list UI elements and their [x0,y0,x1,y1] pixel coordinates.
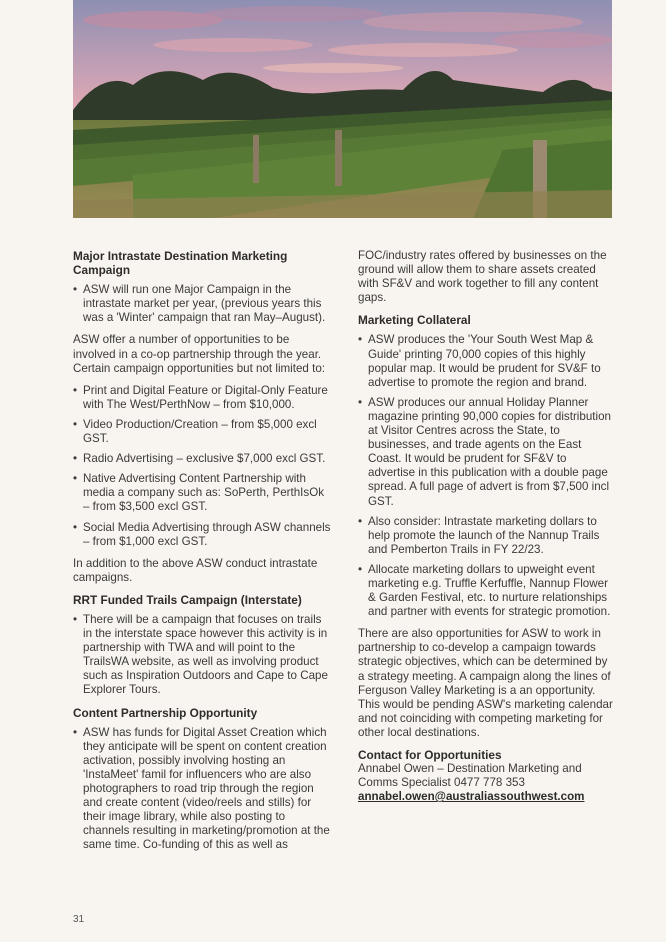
list-item: • Allocate marketing dollars to upweight event marketing e.g. Truffle Kerfuffle, Nannup Flower & Garden Festival, etc. to nurture relationships and partner with events for strategic promotion. [358,563,613,619]
list-item: • Also consider: Intrastate marketing dollars to help promote the launch of the Nannup Trails and Pemberton Trails in FY 22/23. [358,515,613,557]
list-item: • Native Advertising Content Partnership with media a company such as: SoPerth, PerthIsOk – from $3,500 excl GST. [73,472,333,514]
contact-email-link[interactable]: annabel.owen@australiassouthwest.com [358,790,585,804]
section-heading-marketing-collateral: Marketing Collateral [358,313,471,328]
list-item: • ASW will run one Major Campaign in the intrastate market per year, (previous years this was a 'Winter' campaign that ran May–August). [73,283,333,325]
list-item: • Video Production/Creation – from $5,000 excl GST. [73,418,333,446]
section-heading-intrastate: Major Intrastate Destination Marketing Campaign [73,249,288,278]
intrastate-bullets [73,283,333,325]
list-item: • Print and Digital Feature or Digital-Only Feature with The West/PerthNow – from $10,000. [73,384,333,412]
list-item: • ASW produces the 'Your South West Map & Guide' printing 70,000 copies of this highly popular map. It would be prudent for SV&F to advertise to promote the region and brand. [358,333,613,389]
contact-details: Annabel Owen – Destination Marketing and Comms Specialist 0477 778 353 [358,762,582,790]
intrastate-closing-paragraph: In addition to the above ASW conduct intrastate campaigns. [73,556,318,584]
list-item: • ASW has funds for Digital Asset Creation which they anticipate will be spent on content creation activation, possibly involving hosting an 'InstaMeet' famil for influencers who are also photographers to road trip through the region and create content (video/reels and stills) for their image library, while also posting to channels resulting in marketing/promotion at the same time. Co-funding of this as well as [73,726,333,853]
co-develop-paragraph: There are also opportunities for ASW to work in partnership to co-develop a campaign towards strategic objectives, which can be determined by a strategy meeting. A campaign along the lines of Ferguson Valley Marketing is a an opportunity. This would be pending ASW's marketing calendar and not coinciding with competing marketing for other local destinations. [358,627,613,739]
left-column [73,249,333,860]
list-item: • Social Media Advertising through ASW channels – from $1,000 excl GST. [73,521,333,549]
section-heading-rrt-trails: RRT Funded Trails Campaign (Interstate) [73,592,302,607]
rrt-trails-bullets [73,613,333,698]
list-item: • There will be a campaign that focuses on trails in the interstate space however this activity is in partnership with TWA and will point to the TrailsWA website, as well as involving product such as Inspiration Outdoors and Cape to Cape Explorer Tours. [73,613,333,698]
section-heading-content-partnership: Content Partnership Opportunity [73,705,258,720]
page-number: 31 [73,914,85,925]
marketing-collateral-list [358,333,613,619]
campaign-opportunities-list [73,384,333,549]
intrastate-intro-paragraph: ASW offer a number of opportunities to be involved in a co-op partnership through the year. Certain campaign opportunities but not limited to: [73,333,325,375]
hero-image-vineyard [73,0,612,218]
list-item: • ASW produces our annual Holiday Planner magazine printing 90,000 copies for distribution at Visitor Centres across the State, to businesses, and trade agents on the East Coast. It would be prudent for SF&V to advertise in this publication with a double page spread. A full page of advert is from $7,500 incl GST. [358,396,613,509]
right-column [358,249,613,804]
list-item: • Radio Advertising – exclusive $7,000 excl GST. [73,452,333,466]
content-partnership-bullets [73,726,333,853]
continued-paragraph: FOC/industry rates offered by businesses on the ground will allow them to share assets created with SF&V and work together to fill any content gaps. [358,249,607,305]
contact-heading: Contact for Opportunities [358,748,502,762]
